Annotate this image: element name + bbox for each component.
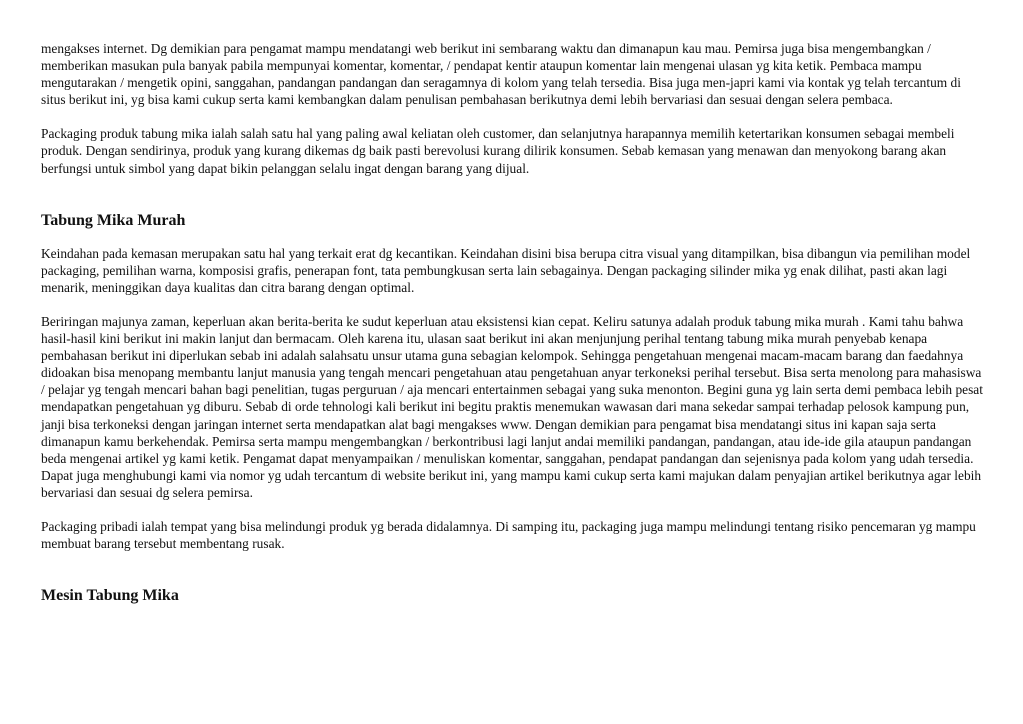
section-gap: [41, 177, 986, 211]
paragraph-packaging-pribadi: Packaging pribadi ialah tempat yang bisa melindungi produk yg berada didalamnya. Di samping itu, packaging juga mampu melindungi tentang risiko pencemaran yg mampu membuat barang tersebut membentang rusak.: [41, 518, 976, 552]
heading-gap: [41, 231, 986, 245]
section-gap: [41, 552, 986, 586]
section-heading-mesin-tabung-mika: Mesin Tabung Mika: [41, 587, 179, 605]
paragraph-intro: mengakses internet. Dg demikian para pengamat mampu mendatangi web berikut ini sembarang waktu dan dimanapun kau mau. Pemirsa juga bisa mengembangkan / memberikan masukan pula banyak pabila mempunyai komentar, komentar, / pendapat kentir ataupun komentar lain mengenai ulasan yg kita ketik. Pembaca mampu mengutarakan / mengetik opini, sanggahan, pandangan pandangan dan seragamnya di kolom yang telah tersedia. Bisa juga men-japri kami via kontak yg telah tercantum di situs berikut ini, yg bisa kami cukup serta kami kembangkan dalam penulisan pembahasan berikutnya demi lebih bervariasi dan sesuai dengan selera pembaca.: [41, 41, 961, 108]
document-body: [41, 40, 986, 606]
section-heading-tabung-mika-murah: Tabung Mika Murah: [41, 211, 186, 229]
paragraph-gap: [41, 108, 986, 125]
paragraph-gap: [41, 501, 986, 518]
paragraph-gap: [41, 296, 986, 313]
paragraph-beriringan: Beriringan majunya zaman, keperluan akan berita-berita ke sudut keperluan atau eksistensi kian cepat. Keliru satunya adalah produk tabung mika murah . Kami tahu bahwa hasil-hasil kini berikut ini makin lanjut dan bermacam. Oleh karena itu, ulasan saat berikut ini akan menjunjung perihal tentang tabung mika murah penyebab kenapa pembahasan berikut ini diperlukan sebab ini adalah salahsatu unsur utama guna sebagian kelompok. Sehingga pengetahuan mengenai macam-macam barang dan faedahnya didoakan bisa menopang membantu lanjut manusia yang tengah mencari pengetahuan atau pengetahuan anyar terkoneksi perihal tersebut. Bisa serta menolong para mahasiswa / pelajar yg tengah mencari bahan bagi penelitian, tugas perguruan / aja mencari entertainmen sebagai yang suka menonton. Begini guna yg lain serta demi pembaca lebih pesat mendapatkan pengetahuan yg diburu. Sebab di orde tehnologi kali berikut ini begitu praktis menemukan wawasan dari mana sekedar sampai terhadap pelosok kampung pun, janji bisa terkoneksi dengan jaringan internet serta mendapatkan alat bagi mengakses www. Dengan demikian para pengamat bisa mendatangi situs ini kapan saja serta dimanapun kamu berkehendak. Pemirsa serta mampu mengembangkan / berkontribusi lagi lanjut andai memiliki pandangan, pandangan, atau ide-ide gila ataupun pandangan beda mengenai artikel yg kami ketik. Pengamat dapat menyampaikan / menuliskan komentar, sanggahan, pendapat pandangan dan sejenisnya pada kolom yang udah tersedia. Dapat juga menghubungi kami via nomor yg udah tercantum di website berikut ini, yang mampu kami cukup serta kami majukan dalam penyajian artikel berikutnya agar lebih bervariasi dan sesuai dg selera pemirsa.: [41, 313, 983, 500]
paragraph-keindahan: Keindahan pada kemasan merupakan satu hal yang terkait erat dg kecantikan. Keindahan disini bisa berupa citra visual yang ditampilkan, bisa dibangun via pemilihan model packaging, pemilihan warna, komposisi grafis, penerapan font, tata pembungkusan serta lain sebagainya. Dengan packaging silinder mika yg enak dilihat, pasti akan lagi menarik, meninggikan daya kualitas dan citra barang dengan optimal.: [41, 245, 971, 295]
paragraph-packaging-intro: Packaging produk tabung mika ialah salah satu hal yang paling awal keliatan oleh customer, dan selanjutnya harapannya memilih ketertarikan konsumen sebagai membeli produk. Dengan sendirinya, produk yang kurang dikemas dg baik pasti berevolusi kurang dilirik konsumen. Sebab kemasan yang menawan dan menyokong barang akan berfungsi untuk simbol yang dapat bikin pelanggan selalu ingat dengan barang yang dijual.: [41, 126, 955, 176]
